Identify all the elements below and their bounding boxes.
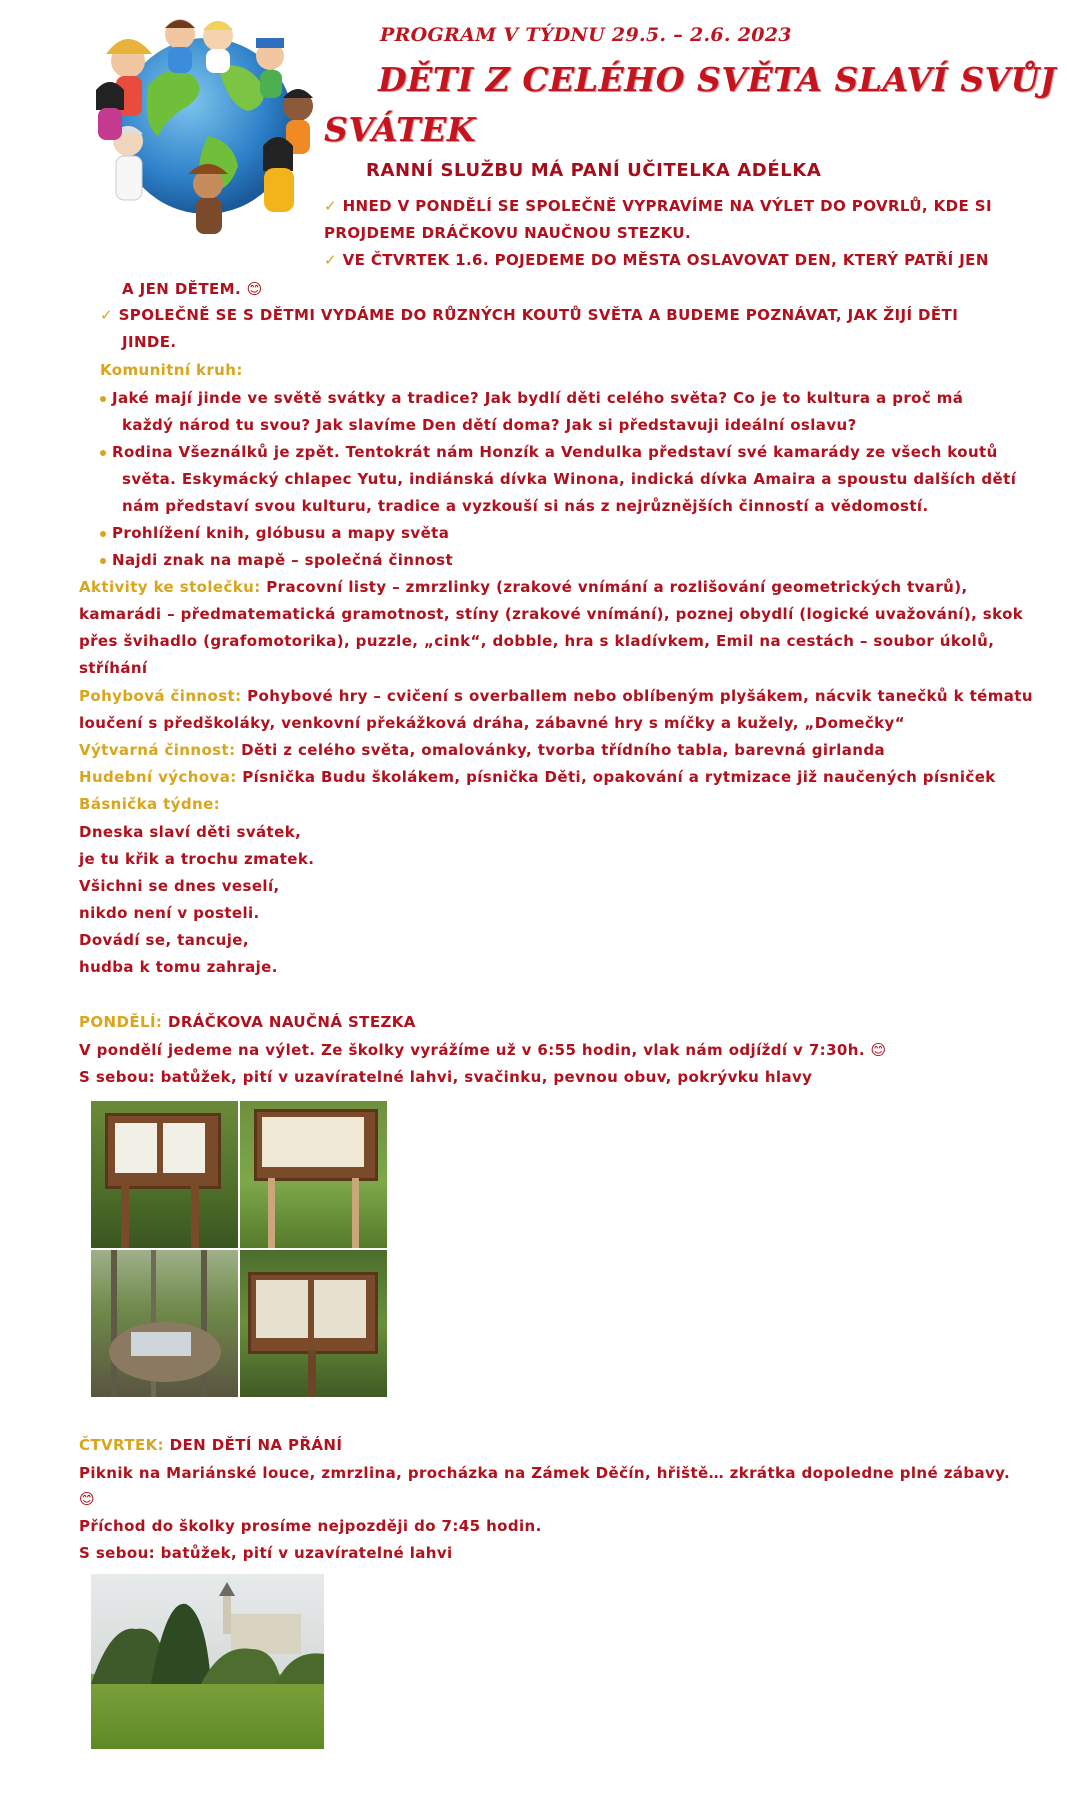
- trail-photo-4: [240, 1250, 387, 1397]
- thursday-line3: S sebou: batůžek, pití v uzavíratelné lahvi: [79, 1544, 453, 1562]
- trail-photo-1: [91, 1101, 238, 1248]
- community-item-4: Najdi znak na mapě – společná činnost: [100, 547, 453, 574]
- thursday-line2: Příchod do školky prosíme nejpozději do 7:45 hodin.: [79, 1517, 542, 1535]
- highlight-3-line1: ✓ SPOLEČNĚ SE S DĚTMI VYDÁME DO RŮZNÝCH KOUTŮ SVĚTA A BUDEME POZNÁVAT, JAK ŽIJÍ DĚTI: [100, 306, 959, 324]
- community-item-3: Prohlížení knih, glóbusu a mapy světa: [100, 520, 449, 547]
- bullet-icon: [100, 396, 106, 402]
- children-globe-illustration: [88, 16, 320, 242]
- thursday-line1: Piknik na Mariánské louce, zmrzlina, procházka na Zámek Děčín, hřiště… zkrátka dopoledne plné zábavy.: [79, 1464, 1011, 1482]
- check-icon: ✓: [100, 306, 113, 324]
- table-activities-line2: kamarádi – předmatematická gramotnost, stíny (zrakové vnímání), poznej obydlí (logické uvažování), skok: [79, 605, 1024, 623]
- poem-label: Básnička týdne:: [79, 795, 221, 813]
- thursday-heading: ČTVRTEK: DEN DĚTÍ NA PŘÁNÍ: [79, 1436, 343, 1454]
- community-item-1-line1: Jaké mají jinde ve světě svátky a tradice? Jak bydlí děti celého světa? Co je to kultura a proč má: [100, 385, 963, 412]
- poem-line-1: Dneska slaví děti svátek,: [79, 823, 302, 841]
- bullet-icon: [100, 450, 106, 456]
- movement-line2: loučení s předškoláky, venkovní překážková dráha, zábavné hry s míčky a kužely, „Domečky“: [79, 714, 905, 732]
- bullet-icon: [100, 558, 106, 564]
- trail-photo-3: [91, 1250, 238, 1397]
- poem-line-4: nikdo není v posteli.: [79, 904, 260, 922]
- highlight-3-line2: JINDE.: [122, 333, 177, 351]
- chateau-park-photo: [91, 1574, 324, 1749]
- table-activities-line1: Aktivity ke stolečku: Pracovní listy – zmrzlinky (zrakové vnímání a rozlišování geometrických tvarů),: [79, 578, 968, 596]
- theme-title-line1: DĚTI Z CELÉHO SVĚTA SLAVÍ SVŮJ: [378, 60, 1057, 99]
- trail-photo-2: [240, 1101, 387, 1248]
- art-line: Výtvarná činnost: Děti z celého světa, omalovánky, tvorba třídního tabla, barevná girlanda: [79, 741, 886, 759]
- monday-heading: PONDĚLÍ: DRÁČKOVA NAUČNÁ STEZKA: [79, 1013, 416, 1031]
- highlight-2-line2: A JEN DĚTEM. 😊: [122, 280, 263, 298]
- community-item-2-line1: Rodina Všeználků je zpět. Tentokrát nám Honzík a Vendulka představí své kamarády ze všech koutů: [100, 439, 998, 466]
- highlight-2-line1: ✓ VE ČTVRTEK 1.6. POJEDEME DO MĚSTA OSLAVOVAT DEN, KTERÝ PATŘÍ JEN: [324, 251, 989, 269]
- table-activities-line3: přes švihadlo (grafomotorika), puzzle, „cink“, dobble, hra s kladívkem, Emil na cestách – soubor úkolů,: [79, 632, 995, 650]
- poem-line-5: Dovádí se, tancuje,: [79, 931, 249, 949]
- table-activities-line4: stříhání: [79, 659, 148, 677]
- community-label: Komunitní kruh:: [100, 361, 243, 379]
- monday-line2: S sebou: batůžek, pití v uzavíratelné lahvi, svačinku, pevnou obuv, pokrývku hlavy: [79, 1068, 813, 1086]
- morning-service: RANNÍ SLUŽBU MÁ PANÍ UČITELKA ADÉLKA: [366, 160, 822, 181]
- check-icon: ✓: [324, 197, 337, 215]
- movement-line1: Pohybová činnost: Pohybové hry – cvičení s overballem nebo oblíbeným plyšákem, nácvik tanečků k tématu: [79, 687, 1033, 705]
- program-week-title: PROGRAM V TÝDNU 29.5. – 2.6. 2023: [380, 24, 792, 46]
- bullet-icon: [100, 531, 106, 537]
- community-item-2-line3: nám představí svou kulturu, tradice a vyzkouší si nás z nejrůznějších činností a vědomostí.: [122, 497, 929, 515]
- music-line: Hudební výchova: Písnička Budu školákem, písnička Děti, opakování a rytmizace již naučených písniček: [79, 768, 996, 786]
- monday-line1: V pondělí jedeme na výlet. Ze školky vyrážíme už v 6:55 hodin, vlak nám odjíždí v 7:30h. 😊: [79, 1041, 887, 1059]
- check-icon: ✓: [324, 251, 337, 269]
- thursday-line1-emoji: 😊: [79, 1490, 96, 1508]
- theme-title-line2: SVÁTEK: [324, 110, 477, 149]
- highlight-1-line1: ✓ HNED V PONDĚLÍ SE SPOLEČNĚ VYPRAVÍME NA VÝLET DO POVRLŮ, KDE SI: [324, 197, 992, 215]
- community-item-1-line2: každý národ tu svou? Jak slavíme Den dětí doma? Jak si představuji ideální oslavu?: [122, 416, 857, 434]
- poem-line-6: hudba k tomu zahraje.: [79, 958, 278, 976]
- community-item-2-line2: světa. Eskymácký chlapec Yutu, indiánská dívka Winona, indická dívka Amaira a spoustu dalších dětí: [122, 470, 1017, 488]
- poem-line-2: je tu křik a trochu zmatek.: [79, 850, 315, 868]
- poem-line-3: Všichni se dnes veselí,: [79, 877, 280, 895]
- highlight-1-line2: PROJDEME DRÁČKOVU NAUČNOU STEZKU.: [324, 224, 692, 242]
